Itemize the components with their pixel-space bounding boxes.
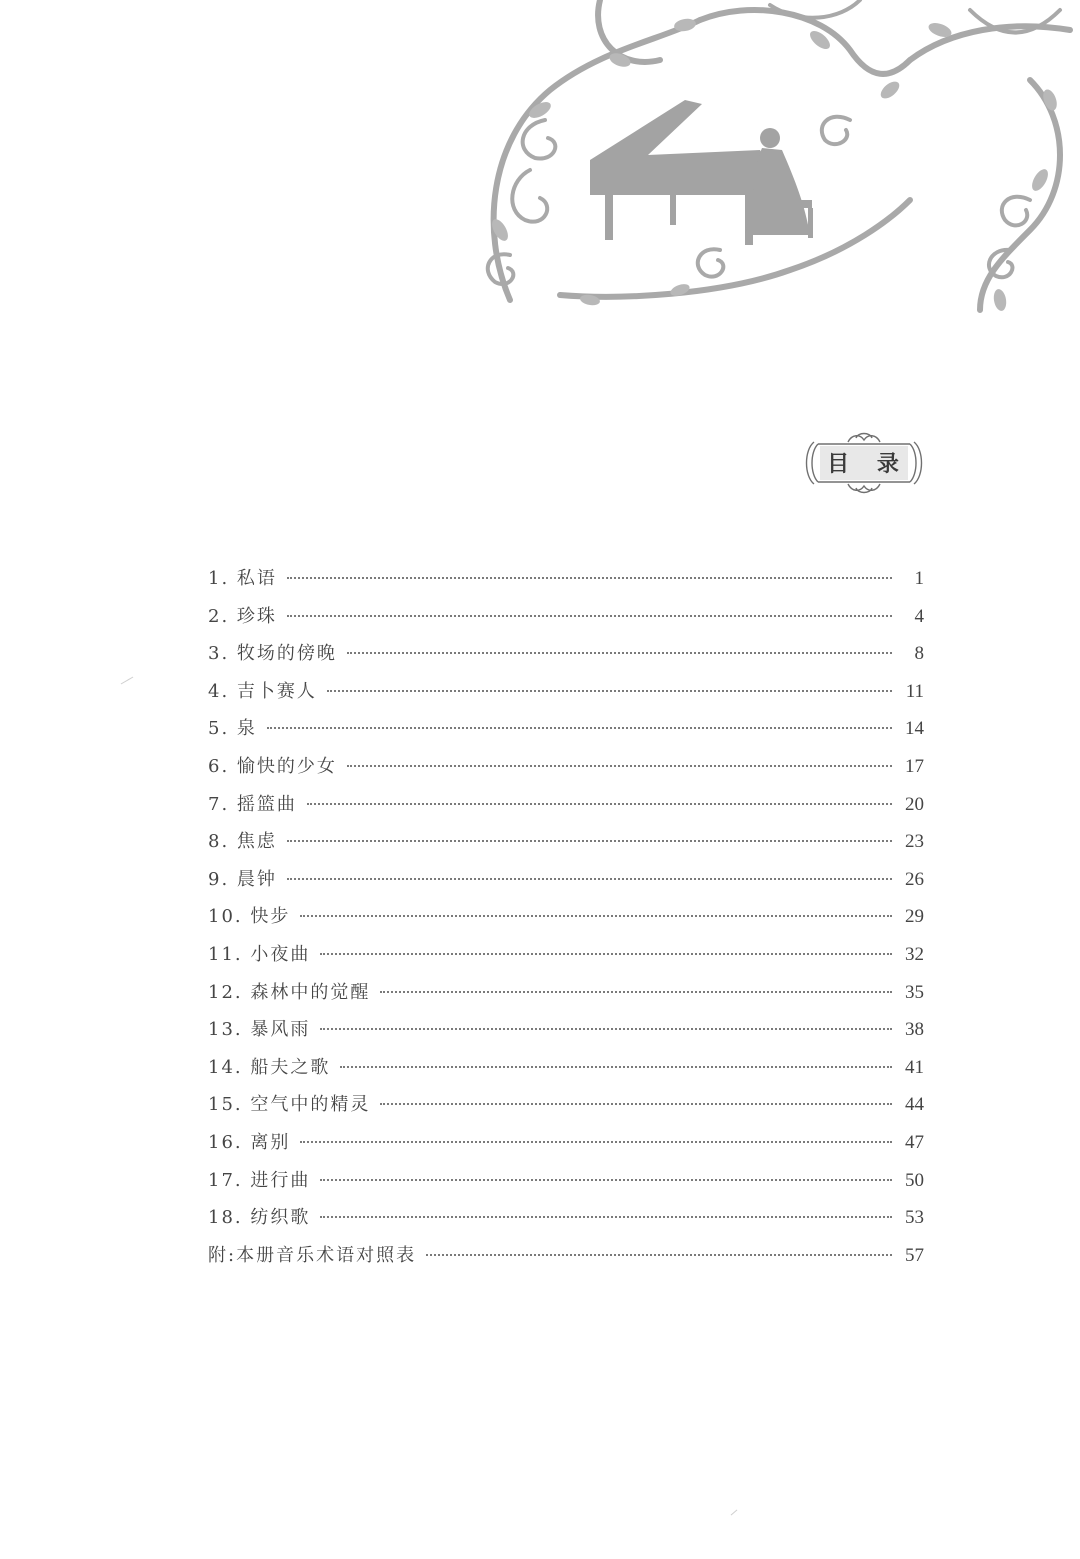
toc-leader-dots xyxy=(340,1066,892,1068)
toc-leader-dots xyxy=(300,1141,892,1143)
toc-entry-title: 17. 进行曲 xyxy=(208,1169,311,1191)
toc-entry-title: 附:本册音乐术语对照表 xyxy=(208,1244,417,1266)
toc-entry-page-number: 38 xyxy=(905,1019,924,1041)
toc-entry[interactable] xyxy=(208,1090,924,1128)
toc-entry[interactable] xyxy=(208,790,924,828)
toc-leader-dots xyxy=(267,727,892,729)
toc-entry-title: 16. 离别 xyxy=(208,1131,291,1153)
toc-leader-dots xyxy=(327,690,892,692)
toc-entry[interactable] xyxy=(208,1203,924,1241)
toc-entry-page-number: 26 xyxy=(905,868,924,890)
toc-entry-title: 1. 私语 xyxy=(208,568,277,589)
toc-entry[interactable] xyxy=(208,1053,924,1091)
toc-entry-page-number: 47 xyxy=(905,1131,924,1153)
toc-leader-dots xyxy=(320,953,892,955)
toc-entry[interactable] xyxy=(208,1166,924,1204)
toc-entry-title: 9. 晨钟 xyxy=(208,868,277,890)
toc-entry-page-number: 17 xyxy=(905,755,924,777)
toc-entry-page-number: 41 xyxy=(905,1056,924,1078)
toc-leader-dots xyxy=(320,1216,892,1218)
toc-entry-title: 3. 牧场的傍晚 xyxy=(208,643,337,665)
toc-entry-page-number: 14 xyxy=(905,718,924,740)
toc-entry-title: 12. 森林中的觉醒 xyxy=(208,981,371,1003)
toc-entry-page-number: 23 xyxy=(905,831,924,853)
toc-entry-page-number: 57 xyxy=(905,1244,924,1266)
scan-mark xyxy=(121,677,134,685)
toc-leader-dots xyxy=(300,915,892,917)
toc-entry-title: 13. 暴风雨 xyxy=(208,1019,311,1041)
toc-entry[interactable] xyxy=(208,564,924,602)
toc-leader-dots xyxy=(380,991,892,993)
toc-entry-title: 18. 纺织歌 xyxy=(208,1207,311,1229)
toc-entry-page-number: 53 xyxy=(905,1207,924,1229)
toc-entry-page-number: 4 xyxy=(914,605,924,627)
toc-leader-dots xyxy=(380,1103,892,1105)
toc-leader-dots xyxy=(287,577,892,579)
toc-entry-title: 15. 空气中的精灵 xyxy=(208,1094,371,1116)
toc-entry-title: 4. 吉卜赛人 xyxy=(208,680,317,702)
toc-leader-dots xyxy=(426,1254,892,1256)
toc-entry[interactable] xyxy=(208,752,924,790)
toc-entry[interactable] xyxy=(208,639,924,677)
toc-entry[interactable] xyxy=(208,902,924,940)
toc-heading: 目 录 xyxy=(827,451,909,477)
toc-leader-dots xyxy=(320,1028,892,1030)
toc-entry[interactable] xyxy=(208,827,924,865)
toc-entry-title: 11. 小夜曲 xyxy=(208,943,311,965)
toc-entry-page-number: 1 xyxy=(914,568,924,589)
toc-entry-page-number: 50 xyxy=(905,1169,924,1191)
toc-entry-page-number: 32 xyxy=(905,943,924,965)
toc-entry-title: 5. 泉 xyxy=(208,718,257,740)
toc-entry[interactable] xyxy=(208,978,924,1016)
toc-entry-title: 7. 摇篮曲 xyxy=(208,793,297,815)
toc-entry-page-number: 8 xyxy=(914,643,924,665)
table-of-contents xyxy=(208,564,924,1278)
toc-leader-dots xyxy=(320,1179,892,1181)
toc-entry-title: 10. 快步 xyxy=(208,906,291,928)
toc-leader-dots xyxy=(307,803,892,805)
toc-entry[interactable] xyxy=(208,1015,924,1053)
toc-entry-page-number: 20 xyxy=(905,793,924,815)
toc-entry[interactable] xyxy=(208,1128,924,1166)
toc-entry-page-number: 35 xyxy=(905,981,924,1003)
toc-entry[interactable] xyxy=(208,714,924,752)
scan-mark xyxy=(731,1510,738,1516)
toc-entry[interactable] xyxy=(208,940,924,978)
toc-entry-page-number: 11 xyxy=(905,680,924,702)
toc-entry[interactable] xyxy=(208,602,924,640)
toc-entry-title: 8. 焦虑 xyxy=(208,831,277,853)
toc-entry[interactable] xyxy=(208,865,924,903)
piano-player-vine-illustration-icon xyxy=(470,0,1080,330)
toc-entry-page-number: 44 xyxy=(905,1094,924,1116)
toc-leader-dots xyxy=(347,765,892,767)
toc-entry-title: 6. 愉快的少女 xyxy=(208,755,337,777)
toc-entry-page-number: 29 xyxy=(905,906,924,928)
toc-leader-dots xyxy=(287,615,892,617)
toc-entry-title: 2. 珍珠 xyxy=(208,605,277,627)
toc-leader-dots xyxy=(347,652,892,654)
toc-entry[interactable] xyxy=(208,1241,924,1279)
toc-leader-dots xyxy=(287,840,892,842)
toc-heading-frame xyxy=(800,428,928,498)
toc-entry[interactable] xyxy=(208,677,924,715)
toc-entry-title: 14. 船夫之歌 xyxy=(208,1056,331,1078)
toc-leader-dots xyxy=(287,878,892,880)
